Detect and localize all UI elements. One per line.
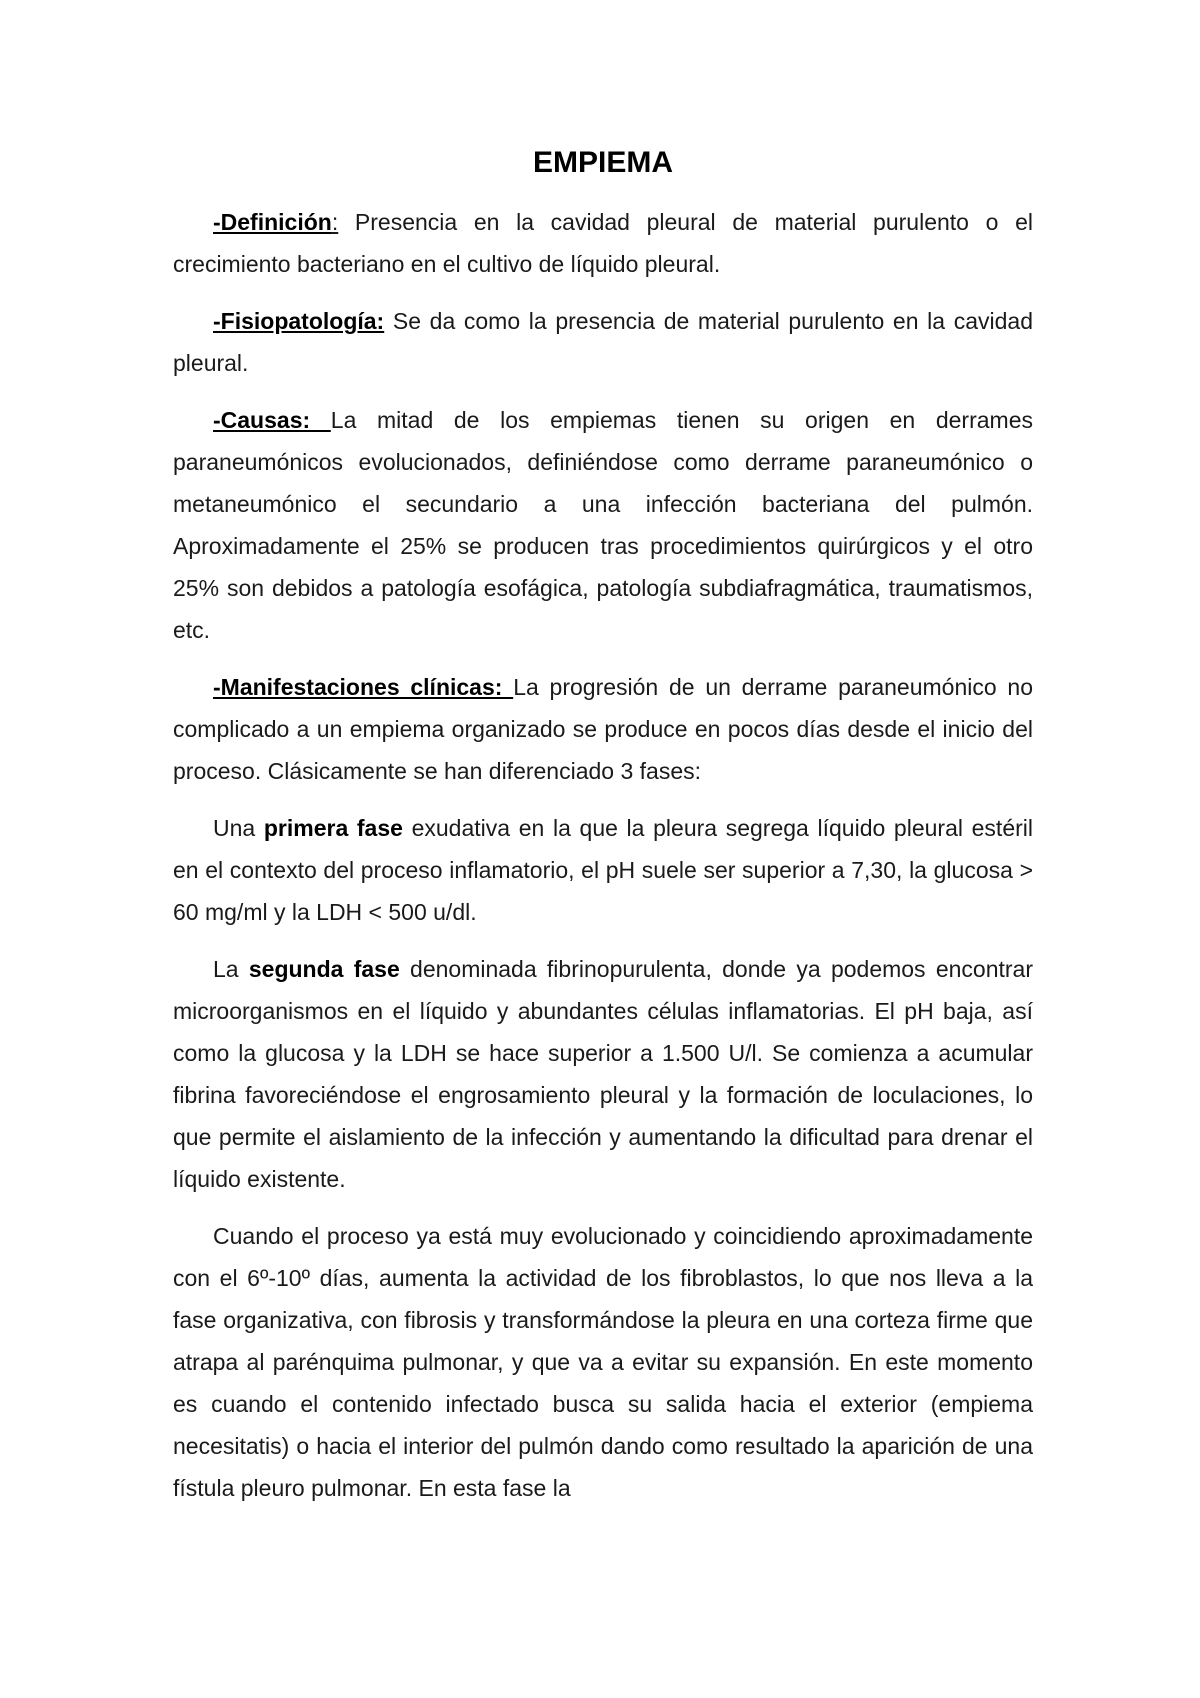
text-primera-fase-before: Una	[213, 815, 264, 841]
document-title: EMPIEMA	[532, 146, 673, 179]
paragraph-segunda-fase	[173, 948, 1033, 1200]
text-definicion: Presencia en la cavidad pleural de material purulento o el crecimiento bacteriano en el cultivo de líquido pleural.	[173, 209, 1033, 277]
paragraph-causas	[173, 399, 1033, 651]
paragraph-manifestaciones	[173, 666, 1033, 792]
text-segunda-fase-before: La	[213, 956, 249, 982]
document-body	[173, 143, 1033, 1524]
text-fisiopatologia: Se da como la presencia de material purulento en la cavidad pleural.	[173, 308, 1033, 376]
text-segunda-fase-after: denominada fibrinopurulenta, donde ya podemos encontrar microorganismos en el líquido y abundantes células inflamatorias. El pH baja, así como la glucosa y la LDH se hace superior a 1.500 U/l. Se comienza a acumular fibrina favoreciéndose el engrosamiento pleural y la formación de loculaciones, lo que permite el aislamiento de la infección y aumentando la dificultad para drenar el líquido existente.	[173, 956, 1034, 1192]
paragraph-definicion	[173, 201, 1033, 285]
term-primera-fase: primera fase	[263, 815, 403, 841]
paragraph-primera-fase	[173, 807, 1033, 933]
heading-fisiopatologia: -Fisiopatología:	[213, 308, 385, 334]
term-segunda-fase: segunda fase	[248, 956, 400, 982]
heading-definicion: -Definición	[213, 209, 332, 235]
paragraph-fisiopatologia	[173, 300, 1033, 384]
heading-definicion-colon: :	[331, 209, 339, 235]
text-primera-fase-after: exudativa en la que la pleura segrega líquido pleural estéril en el contexto del proceso inflamatorio, el pH suele ser superior a 7,30, la glucosa > 60 mg/ml y la LDH < 500 u/dl.	[173, 815, 1033, 925]
heading-manifestaciones: -Manifestaciones clínicas:	[213, 674, 514, 700]
heading-causas: -Causas:	[213, 407, 331, 433]
paragraph-fase-organizativa	[173, 1215, 1033, 1509]
text-manifestaciones: La progresión de un derrame paraneumónico no complicado a un empiema organizado se produce en pocos días desde el inicio del proceso. Clásicamente se han diferenciado 3 fases:	[173, 674, 1033, 784]
text-causas: La mitad de los empiemas tienen su origen en derrames paraneumónicos evolucionados, definiéndose como derrame paraneumónico o metaneumónico el secundario a una infección bacteriana del pulmón. Aproximadamente el 25% se producen tras procedimientos quirúrgicos y el otro 25% son debidos a patología esofágica, patología subdiafragmática, traumatismos, etc.	[173, 407, 1033, 643]
text-fase-organizativa: Cuando el proceso ya está muy evolucionado y coincidiendo aproximadamente con el 6º-10º días, aumenta la actividad de los fibroblastos, lo que nos lleva a la fase organizativa, con fibrosis y transformándose la pleura en una corteza firme que atrapa al parénquima pulmonar, y que va a evitar su expansión. En este momento es cuando el contenido infectado busca su salida hacia el exterior (empiema necesitatis) o hacia el interior del pulmón dando como resultado la aparición de una fístula pleuro pulmonar. En esta fase la	[173, 1223, 1033, 1501]
